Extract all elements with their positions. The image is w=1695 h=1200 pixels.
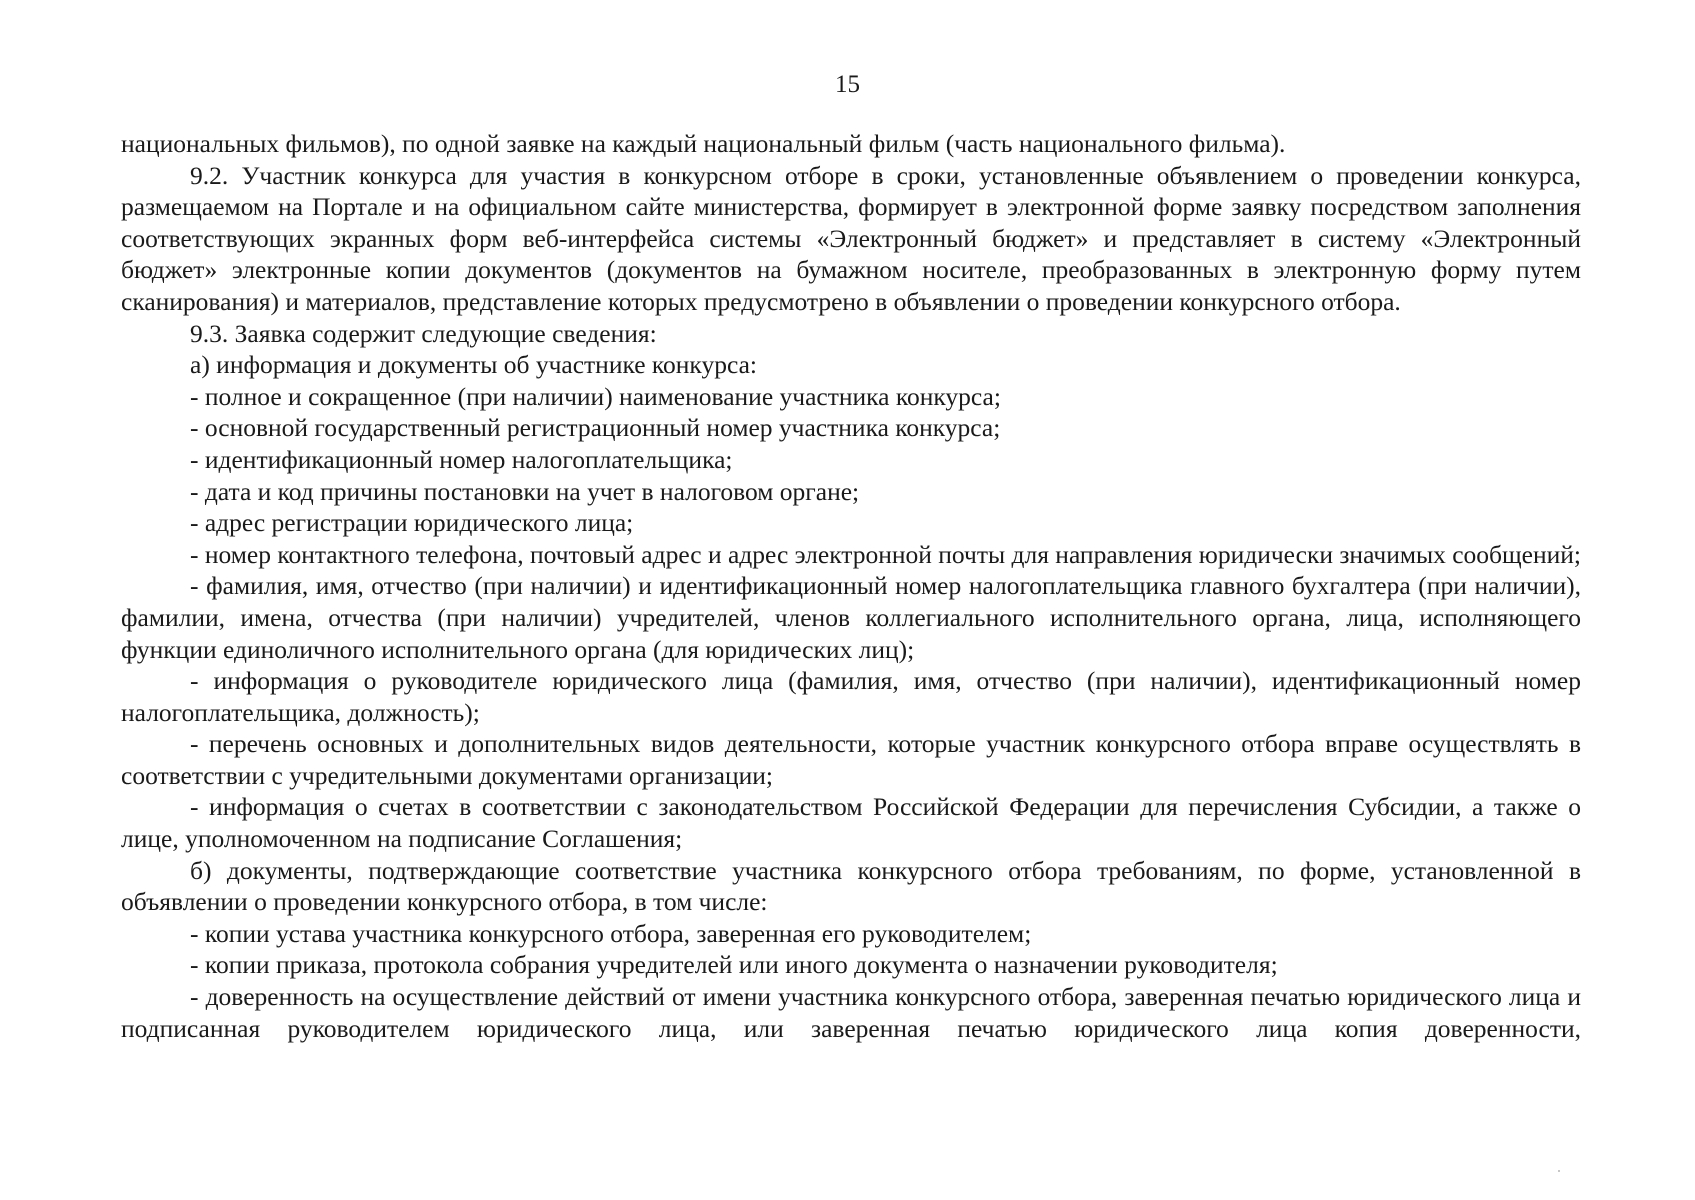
list-item: - идентификационный номер налогоплательщика; xyxy=(190,444,733,474)
list-item: - доверенность на осуществление действий от имени участника конкурсного отбора, заверенная печатью юридического лица и подписанная руководителем юридического лица, или заверенная печатью юридического лица копия доверенности, xyxy=(121,982,1581,1043)
paragraph-9-2: 9.2. Участник конкурса для участия в конкурсном отборе в сроки, установленные объявлением о проведении конкурса, размещаемом на Портале и на официальном сайте министерства, формирует в электронной форме заявку посредством заполнения соответствующих экранных форм веб-интерфейса системы «Электронный бюджет» и представляет в систему «Электронный бюджет» электронные копии документов (документов на бумажном носителе, преобразованных в электронную форму путем сканирования) и материалов, представление которых предусмотрено в объявлении о проведении конкурсного отбора. xyxy=(121,160,1581,316)
list-item: - копии приказа, протокола собрания учредителей или иного документа о назначении руководителя; xyxy=(190,950,1278,980)
list-item: - фамилия, имя, отчество (при наличии) и идентификационный номер налогоплательщика главного бухгалтера (при наличии), фамилии, имена, отчества (при наличии) учредителей, членов коллегиального исполнительного органа, лица, исполняющего функции единоличного исполнительного органа (для юридических лиц); xyxy=(121,571,1581,664)
list-item: - копии устава участника конкурсного отбора, заверенная его руководителем; xyxy=(190,918,1032,948)
list-item: - номер контактного телефона, почтовый адрес и адрес электронной почты для направления юридически значимых сообщений; xyxy=(190,539,1582,569)
paragraph-9-3: 9.3. Заявка содержит следующие сведения: xyxy=(190,318,657,348)
subpoint-a: а) информация и документы об участнике конкурса: xyxy=(190,350,757,380)
list-item: - адрес регистрации юридического лица; xyxy=(190,508,634,538)
list-item: - информация о руководителе юридического лица (фамилия, имя, отчество (при наличии), идентификационный номер налогоплательщика, должность); xyxy=(121,666,1581,727)
list-item: - дата и код причины постановки на учет в налоговом органе; xyxy=(190,476,860,506)
list-item: - информация о счетах в соответствии с законодательством Российской Федерации для перечисления Субсидии, а также о лице, уполномоченном на подписание Соглашения; xyxy=(121,792,1581,854)
document-body xyxy=(121,128,1581,1044)
list-item: - основной государственный регистрационный номер участника конкурса; xyxy=(190,413,1001,443)
paragraph-continuation: национальных фильмов), по одной заявке на каждый национальный фильм (часть национального фильма). xyxy=(121,129,1286,158)
list-item: - полное и сокращенное (при наличии) наименование участника конкурса; xyxy=(190,381,1001,411)
scan-speck xyxy=(1558,1170,1560,1172)
page-number: 15 xyxy=(835,71,860,98)
list-item: - перечень основных и дополнительных видов деятельности, которые участник конкурсного отбора вправе осуществлять в соответствии с учредительными документами организации; xyxy=(121,729,1581,790)
subpoint-b: б) документы, подтверждающие соответствие участника конкурсного отбора требованиям, по форме, установленной в объявлении о проведении конкурсного отбора, в том числе: xyxy=(121,855,1581,917)
